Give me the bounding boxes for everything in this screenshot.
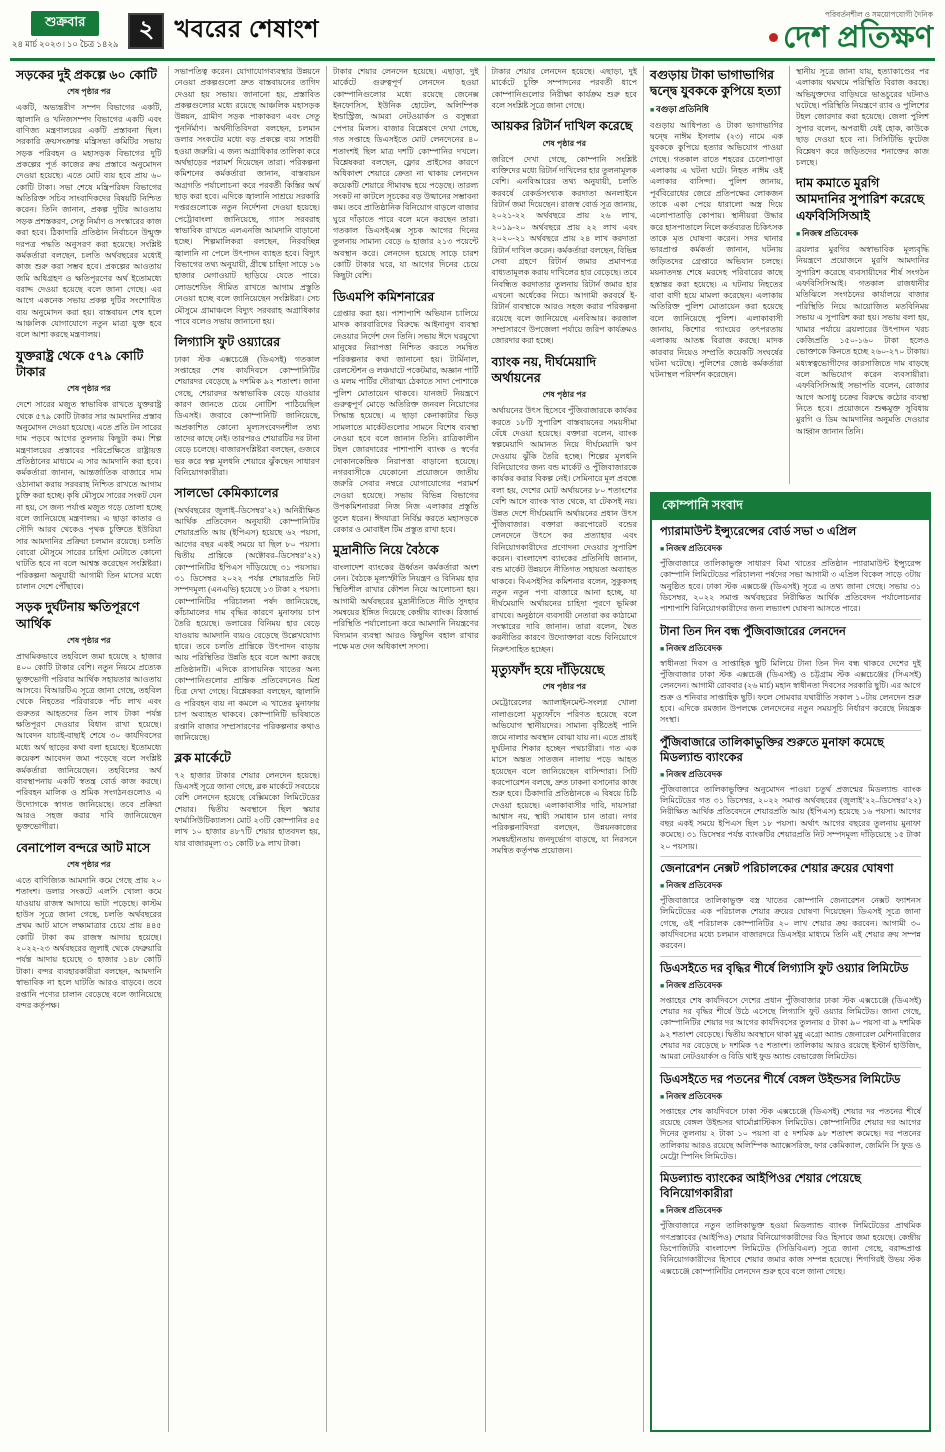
page-title: খবরের শেষাংশ xyxy=(174,16,319,43)
masthead xyxy=(0,0,945,58)
article-paragraph: ঢাকা স্টক এক্সচেঞ্জে (ডিএসই) গতকাল সপ্তাহের শেষ কার্যদিবসে কোম্পানিটির শেয়ারদর বেড়েছে ৯ দশমিক ৯২ শতাংশ। জানা গেছে, শেয়ারদর অস্বাভাবিক বেড়ে যাওয়ার কারণ জানতে চেয়ে নোটিশ পাঠিয়েছিল ডিএসই। জবাবে কোম্পানিটি জানিয়েছে, অপ্রকাশিত কোনো মূল্যসংবেদনশীল তথ্য তাদের কাছে নেই। তারপরও শেয়ারটির দর টানা বেড়ে চলেছে। বাজারসংশ্লিষ্টরা বলছেন, গুজবে ভর করে স্বল্প মূলধনি শেয়ারে ঝুঁকছেন সাধারণ বিনিয়োগকারীরা। xyxy=(174,354,320,478)
article-paragraph: টাকার শেয়ার লেনদেন হয়েছে। এছাড়া, দুই মার্কেটে চুক্তি সম্পাদনের পরবর্তী ধাপে কোম্পানিগুলোর নিরীক্ষা কার্যক্রম শুরু হবে বলে সংশ্লিষ্ট সূত্রে জানা গেছে। xyxy=(491,67,637,111)
article-paragraph: প্রাথমিকভাবে তহবিলে জমা হয়েছে ২ হাজার ৪০০ কোটি টাকার বেশি। নতুন নিয়মে প্রত্যেক ভুক্তভোগী পরিবার আর্থিক সহায়তার আওতায় আসবে। বিআরটিএ সূত্রে জানা গেছে, তহবিল থেকে নিহতের পরিবারকে পাঁচ লাখ এবং গুরুতর আহতদের তিন লাখ টাকা পর্যন্ত ক্ষতিপূরণ দেওয়ার বিধান রাখা হয়েছে। আবেদন যাচাই-বাছাই শেষে ৩০ কার্যদিবসের মধ্যে অর্থ ছাড়ের কথা বলা হয়েছে। ইতোমধ্যে কয়েকশ আবেদন জমা পড়েছে বলে সংশ্লিষ্ট কর্মকর্তারা জানিয়েছেন। তহবিলের অর্থ ব্যবস্থাপনায় একটি স্বতন্ত্র বোর্ড কাজ করছে। পরিবহন মালিক ও শ্রমিক সংগঠনগুলোও এ উদ্যোগকে স্বাগত জানিয়েছে। তবে প্রক্রিয়া আরও সহজ করার দাবি জানিয়েছেন ভুক্তভোগীরা। xyxy=(16,651,162,832)
company-item-body: পুঁজিবাজারে তালিকাভুক্তির অনুমোদন পাওয়া চতুর্থ প্রজন্মের মিডল্যান্ড ব্যাংক লিমিটেডের গত ৩১ ডিসেম্বর, ২০২২ সমাপ্ত অর্থবছরের (জুলাই’২২–ডিসেম্বর’২২) নিরীক্ষিত আর্থিক প্রতিবেদনে শেয়ারপ্রতি আয় (ইপিএস) হয়েছে ১৬ পয়সা। আগের বছর একই সময়ে ইপিএস ছিল ১৮ পয়সা। অর্থাৎ আগের বছরের তুলনায় মুনাফা কমেছে। ৩১ ডিসেম্বর পর্যন্ত ব্যাংকটির শেয়ারপ্রতি নিট সম্পদমূল্য দাঁড়িয়েছে ১৫ টাকা ২০ পয়সায়। xyxy=(660,784,921,851)
byline: ■ নিজস্ব প্রতিবেদক xyxy=(660,1090,921,1104)
company-news-item xyxy=(660,957,921,1068)
article-paragraph: গ্রেপ্তার করা হয়। পাশাপাশি অভিযান চালিয়ে মাদক কারবারিদের বিরুদ্ধে আইনানুগ ব্যবস্থা নেওয়ার নির্দেশ দেন তিনি। সভায় ঈদে ঘরমুখো মানুষের নিরাপত্তা নিশ্চিত করতে সমন্বিত পরিকল্পনার কথা জানানো হয়। টার্মিনাল, রেলস্টেশন ও লঞ্চঘাটে পকেটমার, অজ্ঞান পার্টি ও মলম পার্টির দৌরাত্ম্য ঠেকাতে সাদা পোশাকে পুলিশ মোতায়েন থাকবে। যানজট নিয়ন্ত্রণে গুরুত্বপূর্ণ মোড়ে অতিরিক্ত জনবল নিয়োগের সিদ্ধান্ত হয়েছে। এ ছাড়া কেনাকাটার ভিড় সামলাতে মার্কেটগুলোর সামনে বিশেষ ব্যবস্থা নেওয়া হবে বলে জানান তিনি। রাত্রিকালীন টহল জোরদারের পাশাপাশি ব্যাংক ও স্বর্ণের দোকানকেন্দ্রিক নিরাপত্তা বাড়ানো হয়েছে। নগরবাসীকে যেকোনো প্রয়োজনে জাতীয় জরুরি সেবার নম্বরে যোগাযোগের পরামর্শ দেওয়া হয়েছে। সভায় বিভিন্ন বিভাগের উপকমিশনাররা নিজ নিজ এলাকার প্রস্তুতি তুলে ধরেন। ঈদযাত্রা নির্বিঘ্ন করতে মহাসড়কে রেকার ও মোবাইল টিম প্রস্তুত রাখা হবে। xyxy=(333,309,479,534)
paper-tagline: পরিবর্তনশীল ও সময়োপযোগী দৈনিক xyxy=(824,9,933,19)
article-paragraph: সভাপতিত্ব করেন। যোগাযোগব্যবস্থার উন্নয়নে নেওয়া প্রকল্পগুলো দ্রুত বাস্তবায়নের তাগিদ দেওয়া হয় সভায়। জানানো হয়, প্রস্তাবিত প্রকল্পগুলোর মধ্যে রয়েছে আঞ্চলিক মহাসড়ক উন্নয়ন, গ্রামীণ সড়ক পাকাকরণ এবং সেতু পুনর্নির্মাণ। অর্থনীতিবিদরা বলছেন, চলমান ডলার সংকটের মধ্যে বড় প্রকল্পে ব্যয় সাশ্রয়ী হওয়া জরুরি। এ জন্য অগ্রাধিকার তালিকা করে অর্থছাড়ের পরামর্শ দিয়েছেন তারা। পরিকল্পনা কমিশনের কর্মকর্তারা জানান, বাস্তবায়ন অগ্রগতি পর্যালোচনা করে পরবর্তী কিস্তির অর্থ ছাড় করা হবে। এদিকে জ্বালানি সাশ্রয়ে সরকারি দপ্তরগুলোকে নতুন নির্দেশনা দেওয়া হয়েছে। পেট্রোবাংলা জানিয়েছে, গ্যাস সরবরাহ স্বাভাবিক রাখতে এলএনজি আমদানি বাড়ানো হচ্ছে। শিল্পমালিকরা বলছেন, নিরবচ্ছিন্ন জ্বালানি না পেলে উৎপাদন ব্যাহত হবে। বিদ্যুৎ বিভাগের তথ্য অনুযায়ী, গ্রীষ্মে চাহিদা সাড়ে ১৬ হাজার মেগাওয়াট ছাড়িয়ে যেতে পারে। লোডশেডিং সীমিত রাখতে আগাম প্রস্তুতি নেওয়া হচ্ছে বলে জানিয়েছেন সংশ্লিষ্টরা। সেচ মৌসুমে গ্রামাঞ্চলে বিদ্যুৎ সরবরাহ অগ্রাধিকার পাবে বলেও সভায় জানানো হয়। xyxy=(174,67,320,326)
article-headline: যুক্তরাষ্ট্র থেকে ৫৭৯ কোটি টাকার xyxy=(16,348,144,380)
column-6 xyxy=(790,66,935,484)
company-item-body: পুঁজিবাজারে নতুন তালিকাভুক্ত হওয়া মিডল্যান্ড ব্যাংক লিমিটেডের প্রাথমিক গণপ্রস্তাবের (আইপিও) শেয়ার বিনিয়োগকারীদের বিও হিসাবে জমা হয়েছে। কেন্দ্রীয় ডিপোজিটরি বাংলাদেশ লিমিটেড (সিডিবিএল) সূত্রে জানা গেছে, বরাদ্দপ্রাপ্ত বিনিয়োগকারীদের হিসাবে শেয়ার জমার কাজ সম্পন্ন হয়েছে। শিগগিরই উভয় স্টক এক্সচেঞ্জে কোম্পানিটির লেনদেন শুরু হবে বলে জানা গেছে। xyxy=(660,1221,921,1276)
continued-from-label: শেষ পৃষ্ঠার পর xyxy=(66,87,111,97)
company-news-items xyxy=(652,520,929,1430)
column-2 xyxy=(169,66,328,1432)
article-headline: দাম কমাতে মুরগি আমদানির সুপারিশ করেছে এফবিসিসিআই xyxy=(796,176,925,223)
article-paragraph: (অর্থবছরের জুলাই–ডিসেম্বর’২২) অনিরীক্ষিত আর্থিক প্রতিবেদন অনুযায়ী কোম্পানিটির শেয়ারপ্রতি আয় (ইপিএস) হয়েছে ৬২ পয়সা, আগের বছর একই সময়ে যা ছিল ৮০ পয়সা। দ্বিতীয় প্রান্তিকে (অক্টোবর–ডিসেম্বর’২২) কোম্পানিটির ইপিএস দাঁড়িয়েছে ৩১ পয়সায়। ৩১ ডিসেম্বর ২০২২ পর্যন্ত শেয়ারপ্রতি নিট সম্পদমূল্য (এনএভি) হয়েছে ১৩ টাকা ২ পয়সা। কোম্পানিটির পরিচালনা পর্ষদ জানিয়েছে, কাঁচামালের দাম বৃদ্ধির কারণে মুনাফায় চাপ তৈরি হয়েছে। ডলারের বিনিময় হার বেড়ে যাওয়ায় আমদানি ব্যয়ও বেড়েছে উল্লেখযোগ্য হারে। তবে চলতি প্রান্তিকে উৎপাদন বাড়ায় আয় পরিস্থিতির উন্নতি হবে বলে আশা করছে প্রতিষ্ঠানটি। এদিকে রাসায়নিক খাতের অন্য কোম্পানিগুলোর প্রান্তিক প্রতিবেদনেও মিশ্র চিত্র দেখা গেছে। বিশ্লেষকরা বলছেন, জ্বালানি ও পরিবহন ব্যয় না কমলে এ খাতের মুনাফায় চাপ অব্যাহত থাকবে। কোম্পানিটি ভবিষ্যতে রপ্তানি বাজার সম্প্রসারণের পরিকল্পনার কথাও জানিয়েছে। xyxy=(174,505,320,742)
right-region xyxy=(644,66,935,1432)
company-item-body: পুঁজিবাজারে তালিকাভুক্ত সাধারণ বিমা খাতের প্রতিষ্ঠান প্যারামাউন্ট ইন্স্যুরেন্স কোম্পানি লিমিটেডের পরিচালনা পর্ষদের সভা আগামী ৩ এপ্রিল বিকেল সাড়ে ৩টায় অনুষ্ঠিত হবে। ঢাকা স্টক এক্সচেঞ্জ (ডিএসই) সূত্রে এ তথ্য জানা গেছে। সভায় ৩১ ডিসেম্বর, ২০২২ সমাপ্ত অর্থবছরের নিরীক্ষিত আর্থিক প্রতিবেদন পর্যালোচনার পাশাপাশি বিনিয়োগকারীদের জন্য লভ্যাংশ ঘোষণা আসতে পারে। xyxy=(660,558,921,614)
company-item-headline: প্যারামাউন্ট ইন্স্যুরেন্সের বোর্ড সভা ৩ এপ্রিল xyxy=(660,526,857,538)
masthead-right xyxy=(769,10,933,53)
company-item-headline: ডিএসইতে দর পতনের শীর্ষে বেঙ্গল উইন্ডসর লিমিটেড xyxy=(660,1073,901,1086)
date-line: ২৪ মার্চ ২০২৩ ৷ ১০ চৈত্র ১৪২৯ xyxy=(12,38,119,49)
article-headline: বেনাপোল বন্দরে আট মাসে xyxy=(16,840,151,855)
article-paragraph: অর্থায়নের উৎস হিসেবে পুঁজিবাজারকে কার্যকর করতে ১৮টি সুপারিশ বাস্তবায়নের সময়সীমা বেঁধে দেওয়া হয়েছে। বক্তারা বলেন, ব্যাংক স্বল্পমেয়াদি আমানত নিয়ে দীর্ঘমেয়াদি ঋণ দেওয়ায় ঝুঁকি তৈরি হচ্ছে। শিল্পের মূলধনি বিনিয়োগের জন্য বন্ড মার্কেট ও পুঁজিবাজারকে কার্যকর করার বিকল্প নেই। সেমিনারে মূল প্রবন্ধে বলা হয়, দেশের মোট অর্থায়নের ৮০ শতাংশের বেশি আসে ব্যাংক খাত থেকে, যা টেকসই নয়। উন্নত দেশে দীর্ঘমেয়াদি অর্থায়নের প্রধান উৎস পুঁজিবাজার। বক্তারা করপোরেট বন্ডের লেনদেনে উৎসে কর প্রত্যাহার এবং বিনিয়োগকারীদের প্রণোদনা দেওয়ার সুপারিশ করেন। বাংলাদেশ ব্যাংকের প্রতিনিধি জানান, বন্ড মার্কেট উন্নয়নে নীতিগত সহায়তা অব্যাহত থাকবে। বিএসইসির কমিশনার বলেন, সুকুকসহ নতুন নতুন পণ্য বাজারে আনা হচ্ছে, যা দীর্ঘমেয়াদি অর্থায়নের চাহিদা পূরণে ভূমিকা রাখবে। অনুষ্ঠানে ব্যবসায়ী নেতারা কর কাঠামো সংস্কারের দাবি জানান। তারা বলেন, দ্বৈত করনীতির কারণে উদ্যোক্তারা বন্ডে বিনিয়োগে নিরুৎসাহিত হচ্ছেন। xyxy=(491,406,637,654)
article-headline: ব্যাংক নয়, দীর্ঘমেয়াদি অর্থায়নের xyxy=(491,354,597,386)
logo-dot-icon xyxy=(769,33,778,42)
continued-from-label: শেষ পৃষ্ঠার পর xyxy=(66,384,111,394)
continued-from-label: শেষ পৃষ্ঠার পর xyxy=(542,390,587,400)
byline: ■ নিজস্ব প্রতিবেদক xyxy=(660,642,921,656)
company-news-section xyxy=(650,492,931,1432)
continued-from-label: শেষ পৃষ্ঠার পর xyxy=(66,859,111,869)
company-item-body: স্বাধীনতা দিবস ও সাপ্তাহিক ছুটি মিলিয়ে টানা তিন দিন বন্ধ থাকবে দেশের দুই পুঁজিবাজার ঢাকা স্টক এক্সচেঞ্জ (ডিএসই) ও চট্টগ্রাম স্টক এক্সচেঞ্জের (সিএসই) লেনদেন। আগামী রোববার (২৬ মার্চ) মহান স্বাধীনতা দিবসের সরকারি ছুটি। এর আগে শুক্র ও শনিবার সাপ্তাহিক ছুটি। ফলে সোমবার যথারীতি সকাল ১০টায় লেনদেন শুরু হবে। এদিকে রমজান উপলক্ষে লেনদেনের নতুন সময়সূচি নির্ধারণ করেছে নিয়ন্ত্রক সংস্থা। xyxy=(660,658,921,725)
article-headline: সড়ক দুর্ঘটনায় ক্ষতিপূরণে আর্থিক xyxy=(16,600,140,631)
article-paragraph: জরিপে দেখা গেছে, কোম্পানি সংশ্লিষ্ট ব্যক্তিদের মধ্যে রিটার্ন দাখিলের হার তুলনামূলক বেশি। এনবিআরের তথ্য অনুযায়ী, চলতি করবর্ষে রেকর্ডসংখ্যক করদাতা অনলাইনে রিটার্ন জমা দিয়েছেন। রাজস্ব বোর্ড সূত্র জানায়, ২০২১-২২ অর্থবছরে প্রায় ২৬ লাখ, ২০১৯-২০ অর্থবছরে প্রায় ২২ লাখ এবং ২০২০-২১ অর্থবছরে প্রায় ২৪ লাখ করদাতা রিটার্ন দাখিল করেন। কর্মকর্তারা বলছেন, বিভিন্ন সেবা গ্রহণে রিটার্ন জমার প্রমাণপত্র বাধ্যতামূলক করায় দাখিলের হার বেড়েছে। তবে নিবন্ধিত করদাতার তুলনায় রিটার্ন জমার হার এখনো অর্ধেকের নিচে। আগামী করবর্ষে ই-রিটার্ন ব্যবস্থাকে আরও সহজ করার পরিকল্পনা রয়েছে বলে জানিয়েছে এনবিআর। করজাল সম্প্রসারণে উপজেলা পর্যায়ে জরিপ কার্যক্রমও জোরদার করা হচ্ছে। xyxy=(491,154,637,346)
paper-logo xyxy=(769,20,933,54)
company-item-headline: ডিএসইতে দর বৃদ্ধির শীর্ষে লিগ্যাসি ফুট ওয়্যার লিমিটেড xyxy=(660,962,909,975)
article-paragraph: বগুড়ায় আধিপত্য ও টাকা ভাগাভাগির দ্বন্দ্বে নাঈম ইসলাম (২৩) নামে এক যুবককে কুপিয়ে হত্যার অভিযোগ পাওয়া গেছে। গতকাল রাতে শহরের চেলোপাড়া এলাকায় এ ঘটনা ঘটে। নিহত নাঈম ওই এলাকার বাসিন্দা। পুলিশ জানায়, পূর্ববিরোধের জেরে প্রতিপক্ষের লোকজন তাকে একা পেয়ে ধারালো অস্ত্র দিয়ে এলোপাতাড়ি কোপায়। স্থানীয়রা উদ্ধার করে হাসপাতালে নিলে কর্তব্যরত চিকিৎসক তাকে মৃত ঘোষণা করেন। সদর থানার ভারপ্রাপ্ত কর্মকর্তা জানান, ঘটনায় জড়িতদের গ্রেপ্তারে অভিযান চলছে। ময়নাতদন্ত শেষে মরদেহ পরিবারের কাছে হস্তান্তর করা হয়েছে। এ ঘটনায় নিহতের বাবা বাদী হয়ে মামলা করেছেন। এলাকায় অতিরিক্ত পুলিশ মোতায়েন করা হয়েছে বলে জানিয়েছে পুলিশ। এলাকাবাসী জানায়, কিশোর গ্যাংয়ের তৎপরতায় এলাকায় আতঙ্ক বিরাজ করছে। মাদক কারবার নিয়েও সম্প্রতি কয়েকটি সংঘর্ষের ঘটনা ঘটেছে। পুলিশের জ্যেষ্ঠ কর্মকর্তারা ঘটনাস্থল পরিদর্শন করেছেন। xyxy=(650,120,783,380)
date-block xyxy=(12,11,118,52)
article-headline: সালভো কেমিক্যালের xyxy=(174,486,279,501)
company-news-title: কোম্পানি সংবাদ xyxy=(652,494,929,520)
byline: ■ নিজস্ব প্রতিবেদক xyxy=(660,879,921,893)
company-news-item xyxy=(660,857,921,957)
company-item-headline: টানা তিন দিন বন্ধ পুঁজিবাজারের লেনদেন xyxy=(660,625,846,638)
continued-from-label: শেষ পৃষ্ঠার পর xyxy=(66,635,111,645)
company-item-body: সপ্তাহের শেষ কার্যদিবসে দেশের প্রধান পুঁজিবাজার ঢাকা স্টক এক্সচেঞ্জে (ডিএসই) শেয়ার দর বৃদ্ধির শীর্ষে উঠে এসেছে লিগ্যাসি ফুট ওয়্যার লিমিটেড। জানা গেছে, কোম্পানিটির শেয়ার দর আগের কার্যদিবসের তুলনায় ৫ টাকা ৯০ পয়সা বা ৯ দশমিক ৯২ শতাংশ বেড়েছে। দ্বিতীয় অবস্থানে থাকা মুন্নু এগ্রো অ্যান্ড জেনারেল মেশিনারিজের শেয়ার দর বেড়েছে ৮ দশমিক ৭৫ শতাংশ। তালিকায় আরও রয়েছে ইস্টার্ন হাউজিং, আমরা নেটওয়ার্কস ও বিডি থাই ফুড অ্যান্ড বেভারেজ লিমিটেড। xyxy=(660,995,921,1062)
columns-area xyxy=(0,61,945,1440)
company-news-item xyxy=(660,520,921,620)
article-headline: লিগ্যাসি ফুট ওয়্যারের xyxy=(174,335,281,350)
article-headline: বগুড়ায় টাকা ভাগাভাগির দ্বন্দ্বে যুবককে কুপিয়ে হত্যা xyxy=(650,68,781,99)
continued-from-label: শেষ পৃষ্ঠার পর xyxy=(542,682,587,692)
byline: ■ নিজস্ব প্রতিবেদক xyxy=(796,227,929,241)
company-item-body: সপ্তাহের শেষ কার্যদিবসে ঢাকা স্টক এক্সচেঞ্জে (ডিএসই) শেয়ার দর পতনের শীর্ষে রয়েছে বেঙ্গল উইন্ডসর থার্মোপ্লাস্টিকস লিমিটেড। কোম্পানিটির শেয়ার দর আগের দিনের তুলনায় ২ টাকা ১০ পয়সা বা ৫ দশমিক ৯৮ শতাংশ কমেছে। দর পতনের তালিকায় আরও রয়েছে অলিম্পিক অ্যাক্সেসরিজ, ফার কেমিক্যাল, জেমিনি সি ফুড ও মেট্রো স্পিনিং লিমিটেড। xyxy=(660,1106,921,1162)
paper-name: দেশ প্রতিক্ষণ xyxy=(783,20,933,54)
page-number: ২ xyxy=(128,13,164,49)
company-news-item xyxy=(660,1068,921,1168)
column-5 xyxy=(644,66,790,484)
column-3 xyxy=(327,66,486,1432)
column-4 xyxy=(486,66,645,1432)
article-headline: সড়কের দুই প্রকল্পে ৬০ কোটি xyxy=(16,68,157,82)
continued-from-label: শেষ পৃষ্ঠার পর xyxy=(542,138,587,148)
article-paragraph: টাকার শেয়ার লেনদেন হয়েছে। এছাড়া, দুই মার্কেটে গুরুত্বপূর্ণ লেনদেন হওয়া কোম্পানিগুলোর মধ্যে রয়েছে জেনেক্স ইনফোসিস, ইউনিক হোটেল, অলিম্পিক ইন্ডাস্ট্রিজ, আমরা নেটওয়ার্কস ও বসুন্ধরা পেপার মিলস। বাজার বিশ্লেষণে দেখা গেছে, গত সপ্তাহে ডিএসইতে মোট লেনদেনের ৪০ শতাংশই ছিল মাত্র দশটি কোম্পানির দখলে। বিশ্লেষকরা বলছেন, ফ্লোর প্রাইসের কারণে অধিকাংশ শেয়ারে ক্রেতা না থাকায় লেনদেন কয়েকটি শেয়ারে সীমাবদ্ধ হয়ে পড়েছে। তারল্য সংকট না কাটলে সূচকের বড় উত্থানের সম্ভাবনা কম। তবে প্রাতিষ্ঠানিক বিনিয়োগ বাড়লে বাজার ঘুরে দাঁড়াতে পারে বলে মনে করছেন তারা। গতকাল ডিএসইএক্স সূচক আগের দিনের তুলনায় সামান্য বেড়ে ৬ হাজার ২১৩ পয়েন্টে অবস্থান করে। লেনদেন হয়েছে সাড়ে চারশ কোটি টাকার ঘরে, যা আগের দিনের চেয়ে কিছুটা বেশি। xyxy=(333,67,479,281)
byline: ■ নিজস্ব প্রতিবেদক xyxy=(660,768,921,782)
article-headline: ডিএমপি কমিশনারের xyxy=(333,289,435,304)
article-paragraph: স্থানীয় সূত্রে জানা যায়, হত্যাকাণ্ডের পর এলাকায় থমথমে পরিস্থিতি বিরাজ করছে। অভিযুক্তদের বাড়িঘরে ভাঙচুরের ঘটনাও ঘটেছে। পরিস্থিতি নিয়ন্ত্রণে র‍্যাব ও পুলিশের টহল জোরদার করা হয়েছে। জেলা পুলিশ সুপার বলেন, অপরাধী যেই হোক, কাউকে ছাড় দেওয়া হবে না। সিসিটিভি ফুটেজ বিশ্লেষণ করে জড়িতদের শনাক্তের কাজ চলছে। xyxy=(796,67,929,167)
article-headline: মৃত্যুফাঁদ হয়ে দাঁড়িয়েছে xyxy=(491,663,605,678)
weekday-badge: শুক্রবার xyxy=(31,11,99,36)
byline: ■ বগুড়া প্রতিনিধি xyxy=(650,103,783,117)
article-paragraph: মেট্রোরেলের অ্যালাইনমেন্ট-সংলগ্ন খোলা নালাগুলো মৃত্যুফাঁদে পরিণত হয়েছে বলে অভিযোগ স্থানীয়দের। সামান্য বৃষ্টিতেই পানি জমে নালার অবস্থান বোঝা যায় না। এতে প্রায়ই দুর্ঘটনার শিকার হচ্ছেন পথচারীরা। গত এক মাসে অন্তত সাতজন নালায় পড়ে আহত হয়েছেন বলে জানিয়েছেন বাসিন্দারা। সিটি করপোরেশন বলছে, দ্রুত ঢাকনা বসানোর কাজ শুরু হবে। ঠিকাদারি প্রতিষ্ঠানকে এ বিষয়ে চিঠি দেওয়া হয়েছে। এলাকাবাসীর দাবি, দায়সারা আশ্বাস নয়, স্থায়ী সমাধান চান তারা। নগর পরিকল্পনাবিদরা বলছেন, উন্নয়নকাজের সমন্বয়হীনতায় জনদুর্ভোগ বাড়ছে, যা নিরসনে সমন্বিত কর্তৃপক্ষ প্রয়োজন। xyxy=(491,698,637,856)
company-news-item xyxy=(660,731,921,857)
article-paragraph: ব্রয়লার মুরগির অস্বাভাবিক মূল্যবৃদ্ধি নিয়ন্ত্রণে প্রয়োজনে মুরগি আমদানির সুপারিশ করেছে ব্যবসায়ীদের শীর্ষ সংগঠন এফবিসিসিআই। গতকাল রাজধানীর মতিঝিলে সংগঠনের কার্যালয়ে বাজার পরিস্থিতি নিয়ে আয়োজিত মতবিনিময় সভায় এ সুপারিশ করা হয়। সভায় বলা হয়, খামার পর্যায়ে ব্রয়লারের উৎপাদন খরচ কেজিপ্রতি ১৫০-১৬০ টাকা হলেও ভোক্তাকে কিনতে হচ্ছে ২৬০-২৭০ টাকায়। মধ্যস্বত্বভোগীদের কারসাজিতে দাম বাড়ছে বলে অভিযোগ করেন ব্যবসায়ীরা। এফবিসিসিআই সভাপতি বলেন, রোজার আগে অসাধু চক্রের বিরুদ্ধে কঠোর ব্যবস্থা নিতে হবে। প্রয়োজনে শুল্কমুক্ত সুবিধায় মুরগি ও ডিম আমদানির অনুমতি দেওয়ার আহ্বান জানান তিনি। xyxy=(796,244,929,436)
right-top-columns xyxy=(644,66,935,484)
article-headline: ব্লক মার্কেটে xyxy=(174,751,231,766)
company-item-headline: পুঁজিবাজারে তালিকাভুক্তির শুরুতে মুনাফা কমেছে মিডল্যান্ড ব্যাংকের xyxy=(660,736,884,764)
company-news-item xyxy=(660,1167,921,1281)
column-1 xyxy=(10,66,169,1432)
byline: ■ নিজস্ব প্রতিবেদক xyxy=(660,979,921,993)
article-paragraph: ৭২ হাজার টাকার শেয়ার লেনদেন হয়েছে। ডিএসই সূত্রে জানা গেছে, ব্লক মার্কেটে সবচেয়ে বেশি লেনদেন হয়েছে বেক্সিমকো লিমিটেডের শেয়ার। দ্বিতীয় অবস্থানে ছিল স্কয়ার ফার্মাসিউটিক্যালস। মোট ২৩টি কোম্পানির ৪৫ লাখ ১০ হাজার ৪৮৭টি শেয়ার হাতবদল হয়, যার বাজারমূল্য ৩১ কোটি ৮৯ লাখ টাকা। xyxy=(174,770,320,848)
article-headline: আয়কর রিটার্ন দাখিল করেছে xyxy=(491,119,633,134)
byline: ■ নিজস্ব প্রতিবেদক xyxy=(660,1204,921,1218)
company-item-body: পুঁজিবাজারে তালিকাভুক্ত বস্ত্র খাতের কোম্পানি জেনারেশন নেক্সট ফ্যাশনস লিমিটেডের এক পরিচালক শেয়ার ক্রয়ের ঘোষণা দিয়েছেন। ডিএসই সূত্রে জানা গেছে, ওই পরিচালক কোম্পানিটির ২০ লাখ শেয়ার ক্রয় করবেন। আগামী ৩০ কার্যদিবসের মধ্যে চলমান বাজারদরে ডিএসইর মাধ্যমে তিনি এই শেয়ার ক্রয় সম্পন্ন করবেন। xyxy=(660,895,921,951)
masthead-left xyxy=(12,11,319,52)
article-paragraph: একটি, অভ্যন্তরীণ সম্পদ বিভাগের একটি, জ্বালানি ও খনিজসম্পদ বিভাগের একটি এবং বাণিজ্য মন্ত্রণালয়ের একটি প্রস্তাবনা ছিল। সরকারি ক্রয়সংক্রান্ত মন্ত্রিসভা কমিটির সভায় সড়ক পরিবহন ও মহাসড়ক বিভাগের দুটি প্রকল্পের পূর্ত কাজের ক্রয় প্রস্তাবে অনুমোদন দেওয়া হয়েছে। এতে মোট ব্যয় হবে প্রায় ৬০ কোটি টাকা। সভা শেষে মন্ত্রিপরিষদ বিভাগের অতিরিক্ত সচিব সাংবাদিকদের বিষয়টি নিশ্চিত করেন। তিনি জানান, প্রকল্প দুটির আওতায় সড়ক প্রশস্তকরণ, সেতু নির্মাণ ও সংস্কারের কাজ করা হবে। ঠিকাদারি প্রতিষ্ঠান নির্বাচনে উন্মুক্ত দরপত্র পদ্ধতি অনুসরণ করা হয়েছে। সংশ্লিষ্ট কর্মকর্তারা বলছেন, চলতি অর্থবছরের মধ্যেই কাজ শুরু করা সম্ভব হবে। প্রকল্পের আওতায় জমি অধিগ্রহণ ও ক্ষতিপূরণের অর্থ ইতোমধ্যে বরাদ্দ দেওয়া হয়েছে বলে জানা গেছে। এর আগে একনেক সভায় প্রকল্প দুটির সংশোধিত ব্যয় অনুমোদন করা হয়। বাস্তবায়ন শেষ হলে আঞ্চলিক যোগাযোগে নতুন মাত্রা যুক্ত হবে বলে আশা করছে মন্ত্রণালয়। xyxy=(16,103,162,340)
company-news-item xyxy=(660,620,921,731)
article-headline: মুদ্রানীতি নিয়ে বৈঠকে xyxy=(333,543,439,558)
article-paragraph: এতে বাণিজ্যিক আমদানি কমে গেছে প্রায় ২০ শতাংশ। ডলার সংকটে এলসি খোলা কমে যাওয়ায় রাজস্ব আদায়ে ভাটা পড়েছে। কাস্টম হাউস সূত্রে জানা গেছে, চলতি অর্থবছরের প্রথম আট মাসে লক্ষ্যমাত্রার চেয়ে প্রায় ৪৪৫ কোটি টাকা কম রাজস্ব আদায় হয়েছে। ২০২২-২৩ অর্থবছরের জুলাই থেকে ফেব্রুয়ারি পর্যন্ত আদায় হয়েছে ৩ হাজার ১৪৮ কোটি টাকা। বন্দর ব্যবহারকারীরা বলছেন, আমদানি স্বাভাবিক না হলে ঘাটতি আরও বাড়বে। তবে রপ্তানি পণ্যের চালান বেড়েছে বলে জানিয়েছে বন্দর কর্তৃপক্ষ। xyxy=(16,875,162,1010)
article-paragraph: দেশে সারের মজুত স্বাভাবিক রাখতে যুক্তরাষ্ট্র থেকে ৫৭৯ কোটি টাকার সার আমদানির প্রস্তাব অনুমোদন দেওয়া হয়েছে। এতে প্রতি টন সারের দাম পড়বে আগের তুলনায় কিছুটা কম। শিল্প মন্ত্রণালয়ের প্রস্তাবের পরিপ্রেক্ষিতে রাষ্ট্রায়ত্ত প্রতিষ্ঠানের মাধ্যমে এ সার আমদানি করা হবে। কর্মকর্তারা জানান, আন্তর্জাতিক বাজারে দাম ওঠানামা করায় সরবরাহ নিশ্চিত রাখতে আগাম চুক্তি করা হচ্ছে। কৃষি মৌসুমে সারের সংকট যেন না হয়, সে জন্য পর্যাপ্ত মজুত গড়ে তোলা হচ্ছে বলে জানিয়েছে মন্ত্রণালয়। এ ছাড়া কাতার ও সৌদি আরব থেকেও পৃথক চুক্তিতে ইউরিয়া সার আমদানির প্রক্রিয়া চলমান রয়েছে। চলতি বোরো মৌসুমে সারের চাহিদা মেটাতে কোনো ঘাটতি হবে না বলে আশ্বস্ত করেছেন সংশ্লিষ্টরা। পরিকল্পনা অনুযায়ী আগামী তিন মাসের মধ্যে চালান দেশে পৌঁছাবে। xyxy=(16,400,162,592)
article-paragraph: বাংলাদেশ ব্যাংকের ঊর্ধ্বতন কর্মকর্তারা অংশ নেন। বৈঠকে মূল্যস্ফীতি নিয়ন্ত্রণ ও বিনিময় হার স্থিতিশীল রাখার কৌশল নিয়ে আলোচনা হয়। আগামী অর্থবছরের মুদ্রানীতিতে নীতি সুদহার সমন্বয়ের ইঙ্গিত দিয়েছে কেন্দ্রীয় ব্যাংক। রিজার্ভ পরিস্থিতি পর্যালোচনা করে আমদানি নিয়ন্ত্রণের বিদ্যমান ব্যবস্থা আরও কিছুদিন বহাল রাখার পক্ষে মত দেন অধিকাংশ সদস্য। xyxy=(333,562,479,652)
company-item-headline: মিডল্যান্ড ব্যাংকের আইপিওর শেয়ার পেয়েছে বিনিয়োগকারীরা xyxy=(660,1173,861,1201)
company-item-headline: জেনারেশন নেক্সট পরিচালকের শেয়ার ক্রয়ের ঘোষণা xyxy=(660,862,894,875)
byline: ■ নিজস্ব প্রতিবেদক xyxy=(660,542,921,556)
